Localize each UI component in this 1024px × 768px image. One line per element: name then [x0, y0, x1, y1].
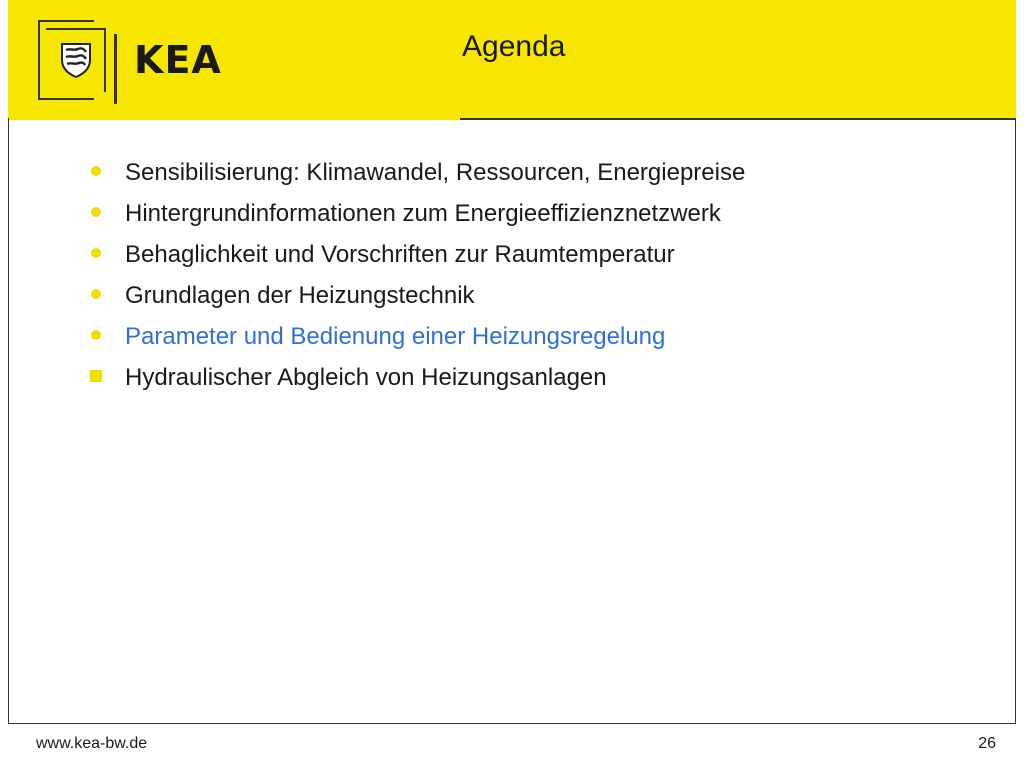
- bullet-square-icon: [88, 357, 104, 398]
- content-frame-top-border: [460, 118, 1016, 120]
- logo: [28, 18, 118, 103]
- agenda-item-label: Behaglichkeit und Vorschriften zur Raumtemperatur: [125, 241, 675, 268]
- slide-title: Agenda: [462, 30, 566, 63]
- agenda-item-label: Grundlagen der Heizungstechnik: [125, 282, 475, 309]
- bullet-dot-icon: [88, 193, 104, 234]
- agenda-item-label: Hydraulischer Abgleich von Heizungsanlagen: [125, 364, 607, 391]
- header-right-margin: [1016, 0, 1024, 120]
- page-number: 26: [978, 735, 996, 752]
- bullet-dot-icon: [88, 275, 104, 316]
- bullet-dot-icon: [88, 316, 104, 357]
- bullet-dot-icon: [88, 152, 104, 193]
- bullet-dot-icon: [88, 234, 104, 275]
- agenda-item-label: Sensibilisierung: Klimawandel, Ressourcen, Energiepreise: [125, 159, 746, 186]
- agenda-item-label: Parameter und Bedienung einer Heizungsregelung: [125, 323, 666, 350]
- footer-url: www.kea-bw.de: [36, 735, 148, 752]
- coat-of-arms-icon: [60, 42, 92, 78]
- logo-text: KEA: [134, 38, 222, 82]
- agenda-item-label: Hintergrundinformationen zum Energieeffizienznetzwerk: [125, 200, 721, 227]
- logo-divider: [114, 34, 117, 104]
- header-left-margin: [0, 0, 8, 120]
